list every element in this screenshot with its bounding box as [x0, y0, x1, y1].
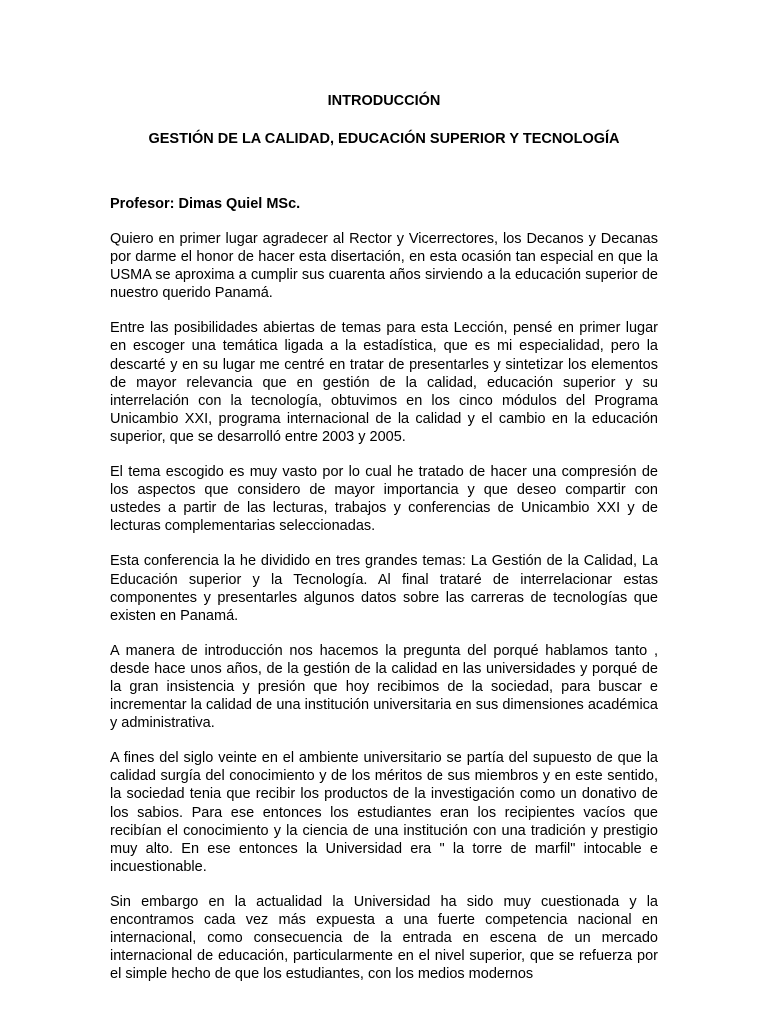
paragraph-2: Entre las posibilidades abiertas de temas para esta Lección, pensé en primer lugar en escoger una temática ligada a la estadística, que es mi especialidad, pero la descarté y en su lugar me centré en tratar de presentarles y sintetizar los elementos de mayor relevancia que en gestión de la calidad, educación superior y su interrelación con la tecnología, obtuvimos en los cinco módulos del Programa Unicambio XXI, programa internacional de la calidad y el cambio en la educación superior, que se desarrolló entre 2003 y 2005. — [110, 320, 658, 445]
document-subtitle: GESTIÓN DE LA CALIDAD, EDUCACIÓN SUPERIOR Y TECNOLOGÍA — [148, 131, 620, 147]
author-line: Profesor: Dimas Quiel MSc. — [110, 196, 301, 212]
document-title: INTRODUCCIÓN — [327, 93, 441, 109]
paragraph-6: A fines del siglo veinte en el ambiente universitario se partía del supuesto de que la calidad surgía del conocimiento y de los méritos de sus miembros y en este sentido, la sociedad tenia que recibir los productos de la investigación como un donativo de los sabios. Para ese entonces los estudiantes eran los recipientes vacíos que recibían el conocimiento y la ciencia de una institución con una tradición y prestigio muy alto. En ese entonces la Universidad era " la torre de marfil" intocable e incuestionable. — [110, 750, 658, 875]
paragraph-4: Esta conferencia la he dividido en tres grandes temas: La Gestión de la Calidad, La Educación superior y la Tecnología. Al final trataré de interrelacionar estas componentes y presentarles algunos datos sobre las carreras de tecnologías que existen en Panamá. — [110, 553, 658, 624]
document-page — [110, 92, 658, 983]
paragraph-5: A manera de introducción nos hacemos la pregunta del porqué hablamos tanto , desde hace unos años, de la gestión de la calidad en las universidades y porqué de la gran insistencia y presión que hoy recibimos de la sociedad, para buscar e incrementar la calidad de una institución universitaria en sus dimensiones académica y administrativa. — [110, 642, 658, 732]
paragraph-1: Quiero en primer lugar agradecer al Rector y Vicerrectores, los Decanos y Decanas por darme el honor de hacer esta disertación, en esta ocasión tan especial en que la USMA se aproxima a cumplir sus cuarenta años sirviendo a la educación superior de nuestro querido Panamá. — [110, 231, 658, 302]
paragraph-7: Sin embargo en la actualidad la Universidad ha sido muy cuestionada y la encontramos cada vez más expuesta a una fuerte competencia nacional en internacional, como consecuencia de la entrada en escena de un mercado internacional de educación, particularmente en el nivel superior, que se refuerza por el simple hecho de que los estudiantes, con los medios modernos — [110, 893, 658, 983]
paragraph-3: El tema escogido es muy vasto por lo cual he tratado de hacer una compresión de los aspectos que considero de mayor importancia y que deseo compartir con ustedes a partir de las lecturas, trabajos y conferencias de Unicambio XXI y de lecturas complementarias seleccionadas. — [110, 464, 658, 535]
